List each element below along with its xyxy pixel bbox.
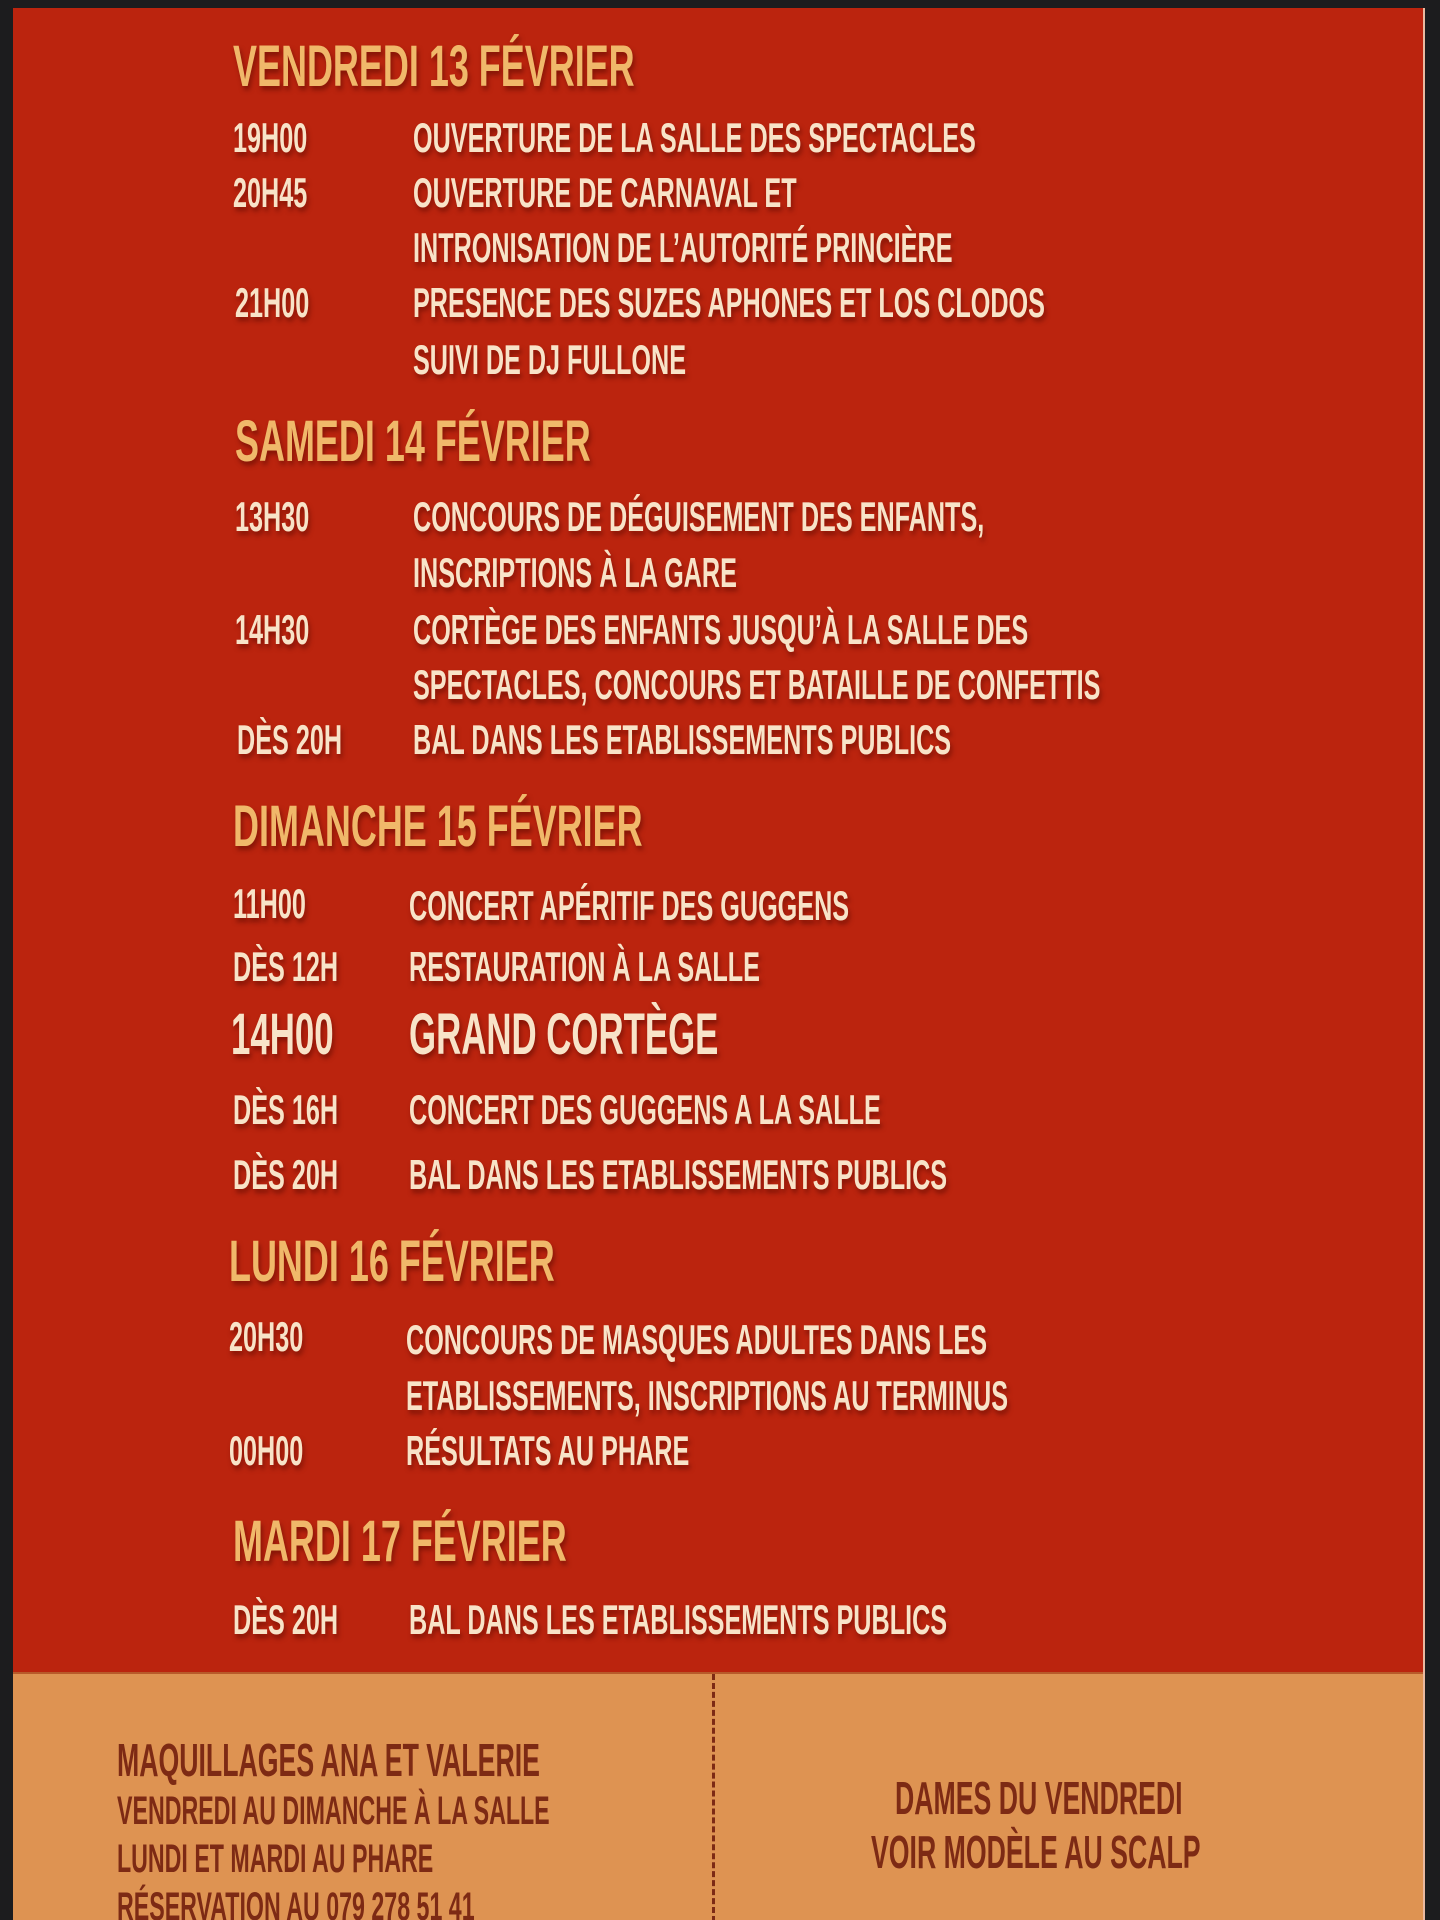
event-text: SUIVI DE DJ FULLONE [413,336,687,383]
event-text: SPECTACLES, CONCOURS ET BATAILLE DE CONFETTIS [413,661,1101,708]
event-text: BAL DANS LES ETABLISSEMENTS PUBLICS [409,1151,948,1198]
footer-panel [13,1672,1423,1920]
event-time: DÈS 16H [233,1086,339,1133]
day-heading-monday: LUNDI 16 FÉVRIER [229,1229,555,1294]
event-time: 14H30 [235,606,310,653]
event-time: DÈS 20H [233,1596,339,1643]
day-heading-sunday: DIMANCHE 15 FÉVRIER [233,794,643,859]
event-time: 11H00 [233,880,306,927]
event-time: DÈS 12H [233,943,339,990]
event-text: CONCERT DES GUGGENS A LA SALLE [409,1086,881,1133]
event-text: RÉSULTATS AU PHARE [406,1427,690,1474]
event-text: PRESENCE DES SUZES APHONES ET LOS CLODOS [413,279,1045,326]
event-text: CONCERT APÉRITIF DES GUGGENS [409,882,850,929]
makeup-line: LUNDI ET MARDI AU PHARE [117,1837,434,1881]
event-text: OUVERTURE DE LA SALLE DES SPECTACLES [413,114,976,161]
event-text-highlight: GRAND CORTÈGE [409,1002,719,1067]
event-time: 19H00 [233,114,308,161]
event-text: OUVERTURE DE CARNAVAL ET [413,169,797,216]
day-heading-friday: VENDREDI 13 FÉVRIER [233,34,635,99]
day-heading-saturday: SAMEDI 14 FÉVRIER [235,409,591,474]
event-text: CONCOURS DE DÉGUISEMENT DES ENFANTS, [413,493,985,540]
event-time: 13H30 [235,493,310,540]
event-text: RESTAURATION À LA SALLE [409,943,760,990]
poster-edge [1423,8,1425,1920]
event-time: DÈS 20H [237,716,343,763]
carnival-program-poster [13,8,1423,1920]
ladies-model-line: VOIR MODÈLE AU SCALP [871,1826,1201,1878]
event-time: 21H00 [235,279,310,326]
makeup-title: MAQUILLAGES ANA ET VALERIE [117,1734,540,1786]
event-time-highlight: 14H00 [231,1002,334,1067]
event-time: 20H45 [233,169,308,216]
event-text: ETABLISSEMENTS, INSCRIPTIONS AU TERMINUS [406,1372,1009,1419]
event-text: BAL DANS LES ETABLISSEMENTS PUBLICS [409,1596,948,1643]
event-text: BAL DANS LES ETABLISSEMENTS PUBLICS [413,716,952,763]
event-time: 00H00 [229,1427,304,1474]
event-text: INTRONISATION DE L’AUTORITÉ PRINCIÈRE [413,224,953,271]
day-heading-tuesday: MARDI 17 FÉVRIER [233,1509,567,1574]
ladies-friday-line: DAMES DU VENDREDI [895,1772,1183,1824]
event-time: DÈS 20H [233,1151,339,1198]
event-time: 20H30 [229,1313,304,1360]
event-text: INSCRIPTIONS À LA GARE [413,549,737,596]
event-text: CORTÈGE DES ENFANTS JUSQU’À LA SALLE DES [413,606,1029,653]
dashed-divider [712,1674,715,1920]
makeup-line: VENDREDI AU DIMANCHE À LA SALLE [117,1789,550,1833]
event-text: CONCOURS DE MASQUES ADULTES DANS LES [406,1316,988,1363]
makeup-phone: RÉSERVATION AU 079 278 51 41 [117,1885,475,1920]
